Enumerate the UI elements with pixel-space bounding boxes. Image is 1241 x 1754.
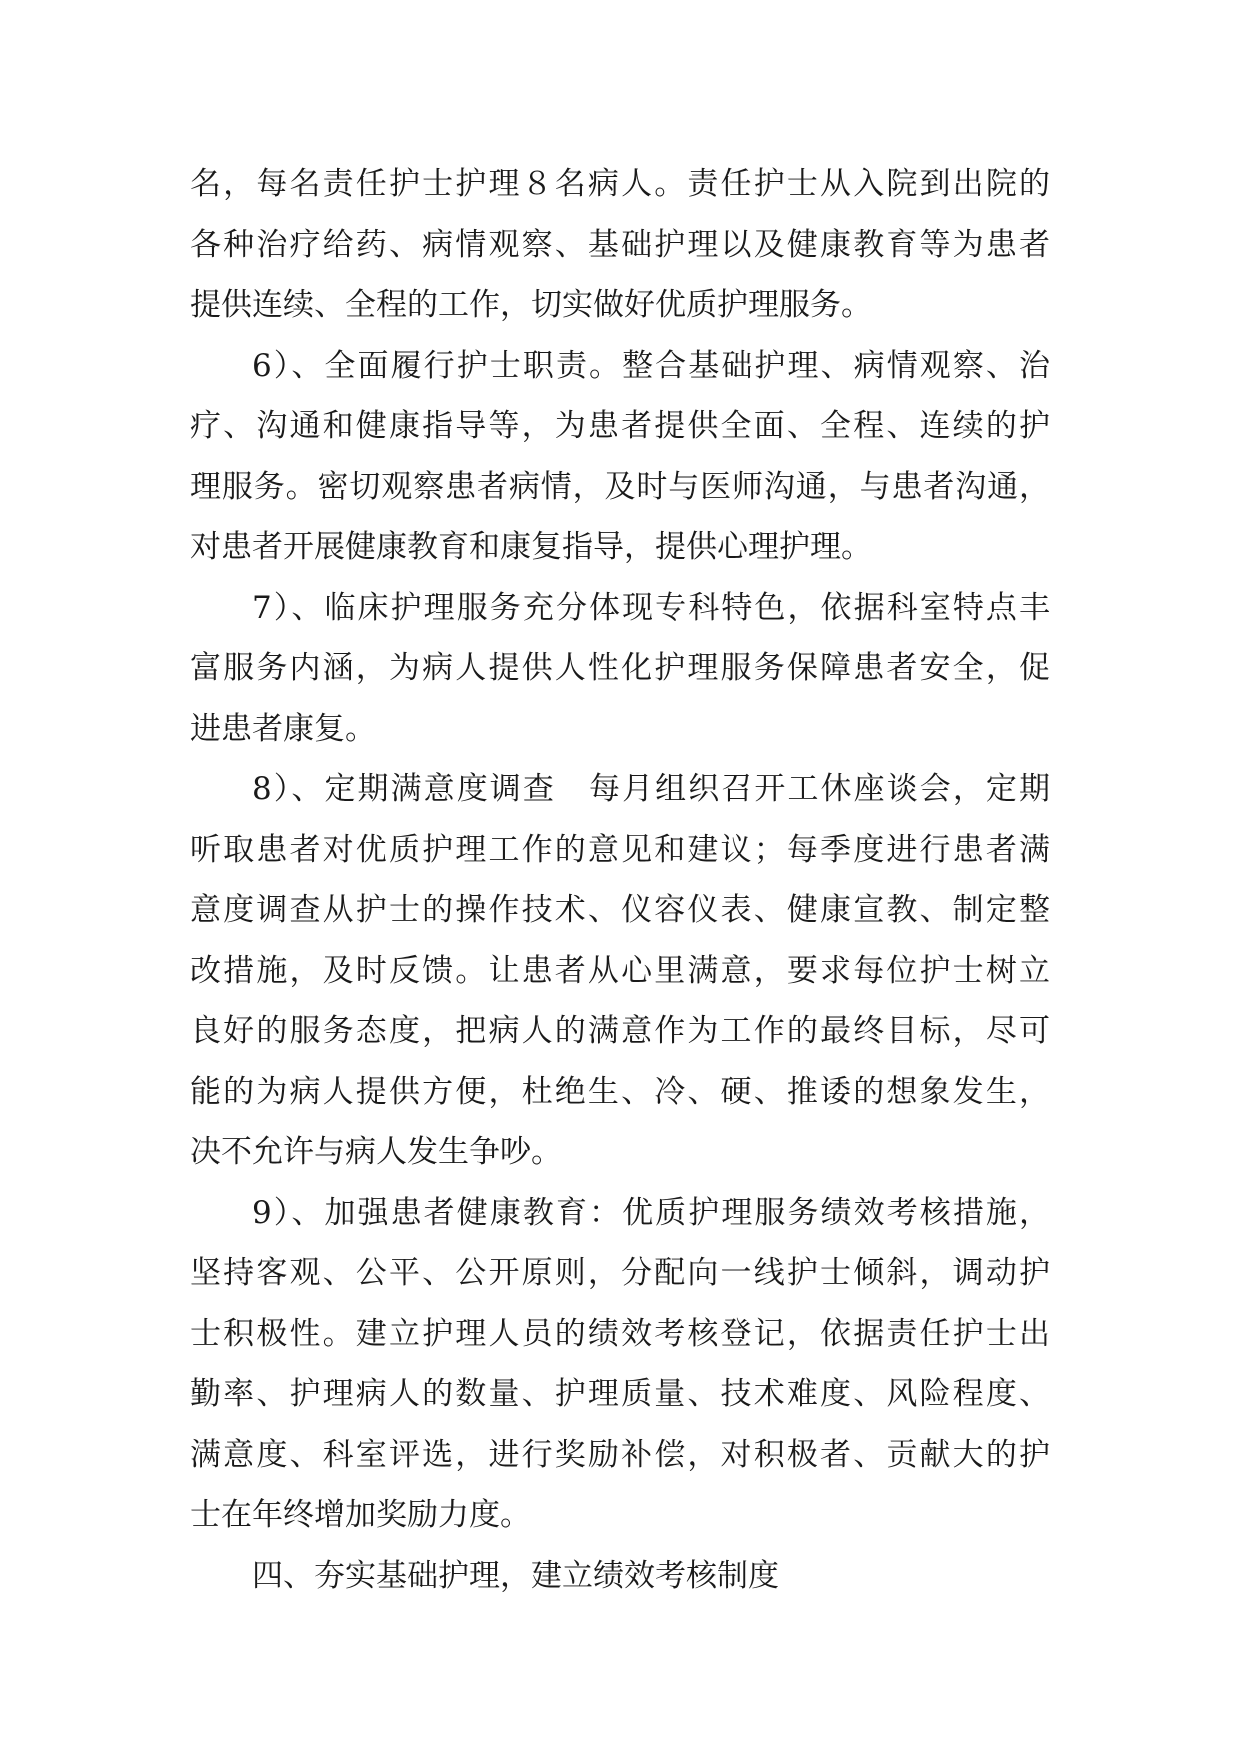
text-line: 理服务。密切观察患者病情，及时与医师沟通，与患者沟通，	[190, 468, 1050, 505]
paragraph-start-line: 8）、定期满意度调查 每月组织召开工休座谈会，定期	[252, 771, 1050, 807]
section-heading: 四、夯实基础护理，建立绩效考核制度	[252, 1557, 779, 1594]
text-line: 名，每名责任护士护理８名病人。责任护士从入院到出院的	[190, 166, 1050, 202]
text-line: 听取患者对优质护理工作的意见和建议；每季度进行患者满	[190, 831, 1050, 868]
text-line: 能的为病人提供方便，杜绝生、冷、硬、推诿的想象发生，	[190, 1073, 1050, 1110]
text-line: 良好的服务态度，把病人的满意作为工作的最终目标，尽可	[190, 1013, 1050, 1049]
text-line: 疗、沟通和健康指导等，为患者提供全面、全程、连续的护	[190, 408, 1050, 444]
text-line: 对患者开展健康教育和康复指导，提供心理护理。	[190, 529, 872, 565]
text-line: 决不允许与病人发生争吵。	[190, 1134, 562, 1170]
text-line: 改措施，及时反馈。让患者从心里满意，要求每位护士树立	[190, 952, 1050, 989]
text-line: 富服务内涵，为病人提供人性化护理服务保障患者安全，促	[190, 650, 1050, 686]
body-text	[190, 154, 1050, 1606]
text-line: 满意度、科室评选，进行奖励补偿，对积极者、贡献大的护	[190, 1436, 1050, 1473]
text-line: 勤率、护理病人的数量、护理质量、技术难度、风险程度、	[190, 1376, 1050, 1412]
text-line: 各种治疗给药、病情观察、基础护理以及健康教育等为患者	[190, 226, 1050, 263]
text-line: 士在年终增加奖励力度。	[190, 1497, 531, 1533]
text-line: 士积极性。建立护理人员的绩效考核登记，依据责任护士出	[190, 1315, 1050, 1352]
paragraph-start-line: 6）、全面履行护士职责。整合基础护理、病情观察、治	[252, 347, 1050, 384]
text-line: 坚持客观、公平、公开原则，分配向一线护士倾斜，调动护	[190, 1255, 1050, 1291]
text-line: 意度调查从护士的操作技术、仪容仪表、健康宣教、制定整	[190, 892, 1050, 928]
paragraph-start-line: 9）、加强患者健康教育：优质护理服务绩效考核措施，	[252, 1194, 1050, 1231]
text-line: 进患者康复。	[190, 710, 376, 747]
paragraph-start-line: 7）、临床护理服务充分体现专科特色，依据科室特点丰	[252, 589, 1050, 626]
text-line: 提供连续、全程的工作，切实做好优质护理服务。	[190, 287, 872, 323]
